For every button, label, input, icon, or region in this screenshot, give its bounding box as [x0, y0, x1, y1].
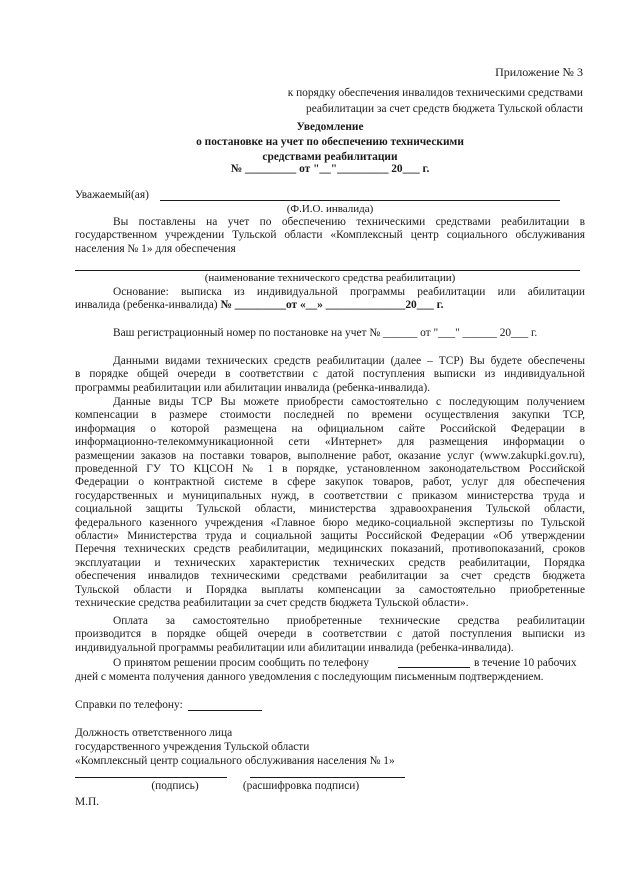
greeting-label: Уважаемый(ая)	[75, 189, 149, 201]
basis-number-line: № _________от «__» ______________20___ г.	[220, 299, 444, 312]
para2-line-6: проведенной ГУ ТО КЦСОН № 1 в порядке, установленном законодательством Российской	[75, 463, 585, 476]
para2-line-16: технические средства реабилитации за счет средств бюджета Тульской области».	[75, 597, 469, 610]
para4-line-1-end: в течение 10 рабочих	[474, 657, 577, 669]
intro-line-1: Вы поставлены на учет по обеспечению техническими средствами реабилитации в	[113, 216, 585, 228]
para3-line-3: индивидуальной программы реабилитации или абилитации инвалида (ребенка-инвалида).	[75, 641, 514, 654]
para2-line-1: Данные виды ТСР Вы можете приобрести самостоятельно с последующим получением	[113, 396, 585, 408]
official-position-line-3: «Комплексный центр социального обслуживания населения № 1»	[75, 755, 395, 767]
appendix-line-1: к порядку обеспечения инвалидов техническими средствами	[287, 87, 583, 99]
basis-line-1: Основание: выписка из индивидуальной программы реабилитации или абилитации	[113, 286, 585, 298]
para2-line-12: Перечня технических средств реабилитации, медицинских показаний, противопоказаний, сроков	[75, 543, 585, 556]
para2-line-11: области» Министерства труда и социальной защиты Российской Федерации «Об утверждении	[75, 530, 585, 543]
recipient-name-line	[160, 200, 560, 201]
appendix-label: Приложение № 3	[495, 65, 583, 79]
para2-line-9: социальной защиты Тульской области, министерства здравоохранения Тульской области,	[75, 503, 585, 516]
para2-line-2: компенсации в размере стоимости последней по времени осуществления закупки ТСР,	[75, 409, 585, 422]
appendix-line-2: реабилитации за счет средств бюджета Тульской области	[306, 103, 583, 115]
device-name-line	[75, 270, 580, 271]
recipient-name-caption: (Ф.И.О. инвалида)	[286, 203, 374, 215]
intro-line-3: населения № 1» для обеспечения	[75, 242, 236, 255]
basis-line-2-text: инвалида (ребенка-инвалида)	[75, 299, 221, 312]
para1-line-1: Данными видами технических средств реабилитации (далее – ТСР) Вы будете обеспечены	[113, 355, 585, 367]
document-number-line: № _________ от "__"_________ 20___ г.	[230, 163, 430, 175]
official-position-line-2: государственного учреждения Тульской области	[75, 741, 310, 753]
document-title: Уведомление	[296, 121, 364, 133]
para2-line-10: федерального казенного учреждения «Главное бюро медико-социальной экспертизы по Тульской	[75, 516, 585, 529]
device-name-caption: (наименование технического средства реабилитации)	[204, 272, 456, 284]
stamp-label: М.П.	[75, 796, 100, 808]
signature-line	[75, 777, 227, 778]
intro-paragraph	[75, 216, 585, 256]
paragraph-compensation	[75, 396, 585, 611]
para2-line-4: информационно-телекоммуникационной сети «Интернет» для размещения информации о	[75, 436, 585, 449]
para2-line-8: государственных и муниципальных нужд, в соответствии с приказом министерства труда и	[75, 489, 585, 502]
basis-paragraph	[75, 286, 585, 313]
para2-line-13: эксплуатации и технических характеристик технических средств реабилитации, Порядка	[75, 556, 585, 569]
decryption-line	[250, 777, 405, 778]
para4-line-2: дней с момента получения данного уведомления с последующим письменным подтверждением.	[75, 671, 544, 683]
registration-number-line: Ваш регистрационный номер по постановке на учет № ______ от "___" ______ 20___ г.	[113, 327, 538, 339]
decryption-caption: (расшифровка подписи)	[242, 780, 360, 792]
inquiry-label: Справки по телефону:	[75, 699, 183, 711]
intro-line-2: государственном учреждении Тульской области «Комплексный центр социального обслуживания	[75, 229, 585, 242]
document-subtitle-1: о постановке на учет по обеспечению техническими	[196, 136, 464, 148]
para4-line-1-text: О принятом решении просим сообщить по телефону	[113, 657, 369, 669]
para2-line-7: Федерации о контрактной системе в сфере закупок товаров, работ, услуг для обеспечения	[75, 476, 585, 489]
document-subtitle-2: средствами реабилитации	[262, 151, 398, 163]
official-position-line-1: Должность ответственного лица	[75, 727, 233, 739]
para3-line-1: Оплата за самостоятельно приобретенные технические средства реабилитации	[113, 615, 585, 627]
paragraph-payment	[75, 615, 585, 655]
para2-line-14: обеспечения инвалидов техническими средствами реабилитации за счет средств бюджета	[75, 570, 585, 583]
phone-number-line	[398, 667, 470, 668]
para3-line-2: производится в порядке общей очереди в соответствии с датой поступления выписки из	[75, 628, 585, 641]
para1-line-3: программы реабилитации или абилитации инвалида (ребенка-инвалида).	[75, 381, 430, 394]
paragraph-queue	[75, 355, 585, 395]
para2-line-5: размещении заказов на поставки товаров, выполнение работ, оказание услуг (www.zakupki.gov.ru),	[75, 449, 585, 462]
inquiry-phone-line	[188, 710, 262, 711]
para1-line-2: в порядке общей очереди в соответствии с датой поступления выписки из индивидуальной	[75, 368, 585, 381]
signature-caption: (подпись)	[151, 780, 199, 792]
para2-line-3: информация о которой размещена на официальном сайте Российской Федерации в	[75, 422, 585, 435]
para2-line-15: Тульской области и Порядка выплаты компенсации за самостоятельно приобретенные	[75, 583, 585, 596]
